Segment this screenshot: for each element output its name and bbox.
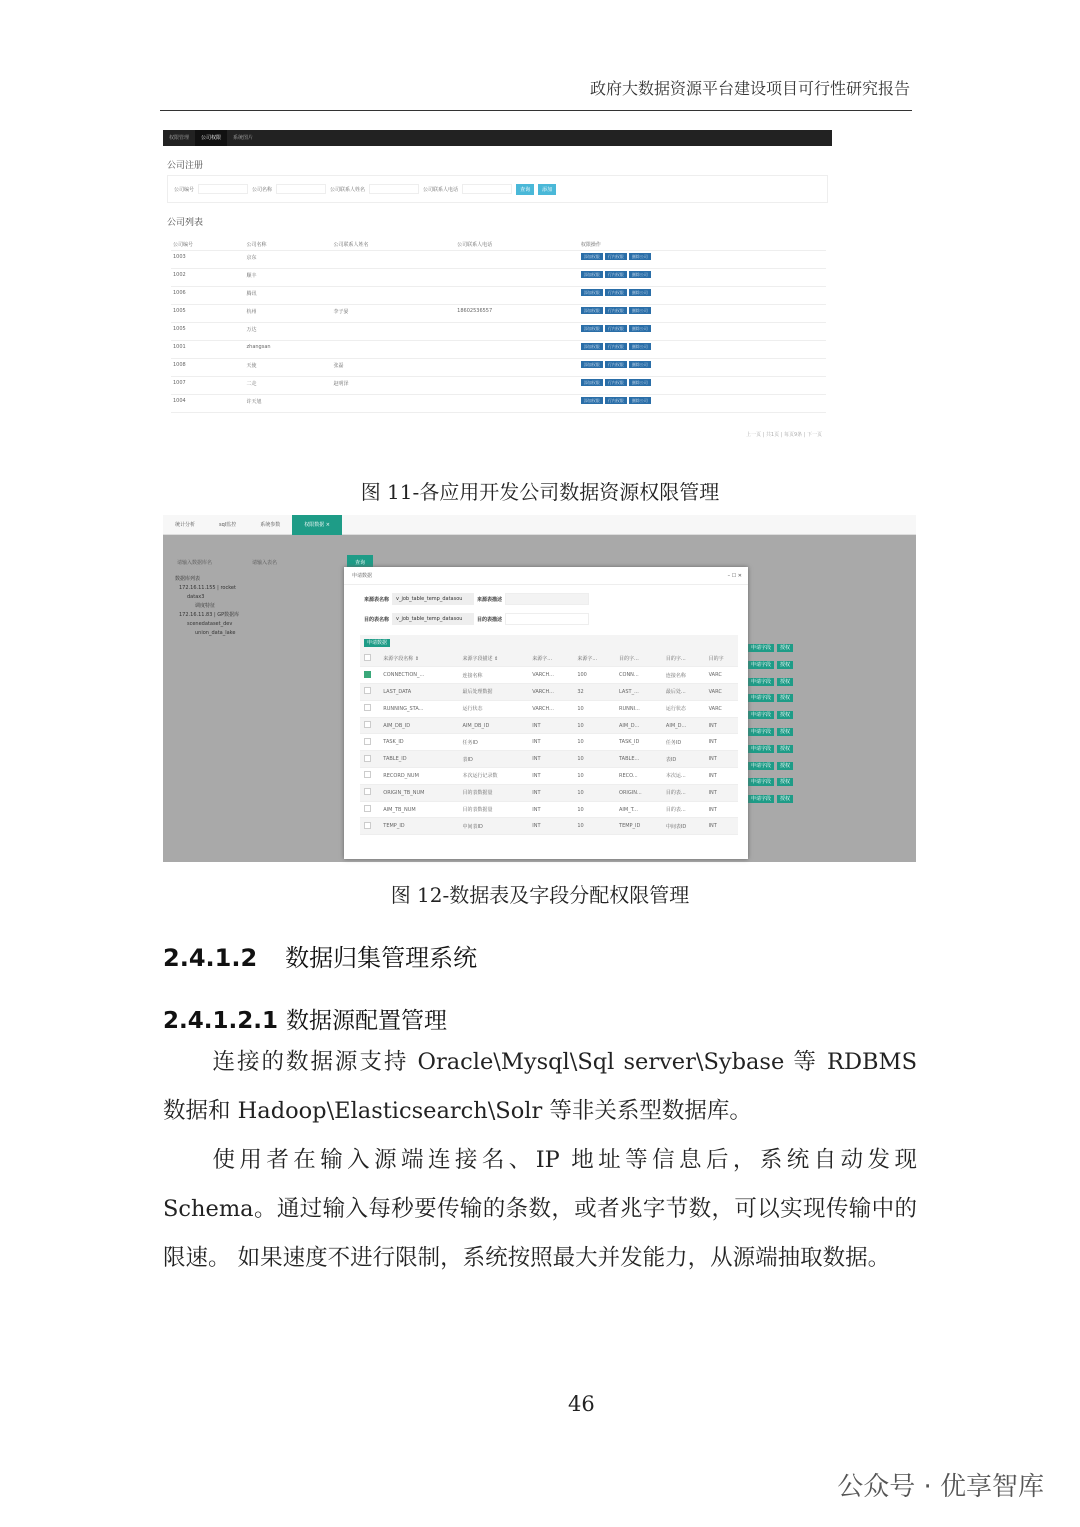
checkbox-cell	[360, 717, 379, 734]
op-button[interactable]: 行内权限	[605, 343, 627, 350]
cell: 1002	[171, 268, 245, 286]
cell	[332, 394, 456, 412]
column-header: 权限操作	[579, 238, 826, 250]
checkbox-cell	[360, 801, 379, 818]
row-button[interactable]: 授权	[777, 644, 793, 652]
cell: 目的表数据量	[459, 784, 529, 801]
paragraph-1: 连接的数据源支持 Oracle\Mysql\Sql server\Sybase 等 RDBMS 数据和 Hadoop\Elasticsearch\Solr 等非关系型数据库。	[163, 1049, 917, 1124]
nav-item[interactable]: 系统图片	[233, 135, 254, 141]
row-actions	[748, 774, 796, 791]
column-header: 公司联系人电话	[455, 238, 579, 250]
op-button[interactable]: 添加权限	[581, 271, 603, 278]
op-button[interactable]: 添加权限	[581, 397, 603, 404]
tree-node[interactable]: 172.16.11.155 | rocket	[179, 585, 236, 591]
header-rule	[160, 110, 912, 111]
ops-cell	[579, 322, 826, 340]
table-row	[171, 358, 826, 376]
cell: VARCH...	[528, 667, 573, 684]
cell: 18602536557	[455, 304, 579, 322]
table-row	[360, 717, 738, 734]
src-label: 来源表名称	[364, 596, 390, 603]
cell: AIM_TB_NUM	[379, 801, 458, 818]
cell: 顺丰	[245, 268, 332, 286]
page-number: 46	[568, 1392, 595, 1416]
table-row	[171, 250, 826, 268]
cell: TABLE_ID	[379, 751, 458, 768]
cell: 10	[573, 734, 615, 751]
cell: 10	[573, 717, 615, 734]
row-button[interactable]: 申请字段	[748, 694, 774, 702]
company-table	[171, 238, 826, 413]
cell: 表ID	[459, 751, 529, 768]
tree-node[interactable]: 数据库列表	[175, 576, 201, 582]
cell: 京东	[245, 250, 332, 268]
cell: 赵明泽	[332, 376, 456, 394]
form-input[interactable]	[276, 184, 326, 194]
ops-cell	[579, 268, 826, 286]
form-label: 公司名称	[252, 186, 273, 193]
cell: 任务ID	[459, 734, 529, 751]
form-input[interactable]	[198, 184, 248, 194]
checkbox-cell	[360, 650, 379, 667]
nav-bar	[163, 130, 832, 146]
table-row	[171, 304, 826, 322]
cell: VARCH...	[528, 684, 573, 701]
op-button[interactable]: 行内权限	[605, 325, 627, 332]
row-button[interactable]: 授权	[777, 728, 793, 736]
header-row	[360, 650, 738, 667]
cell: CONNECTION_...	[379, 667, 458, 684]
src-desc-label: 来源表描述	[477, 596, 503, 603]
cell: INT	[705, 818, 738, 835]
op-button[interactable]: 删除公司	[629, 289, 651, 296]
checkbox[interactable]	[364, 822, 371, 829]
section-heading: 2.4.1.2 数据归集管理系统	[163, 944, 478, 972]
tree-node[interactable]: scenedataset_dev	[187, 621, 233, 627]
table-row	[171, 394, 826, 412]
dst-label: 目的表名称	[364, 616, 390, 623]
cell: 二走	[245, 376, 332, 394]
op-button[interactable]: 删除公司	[629, 271, 651, 278]
cell: TASK_ID	[379, 734, 458, 751]
tree-node[interactable]: 调度特征	[195, 603, 216, 609]
form-button[interactable]: 添加	[538, 184, 556, 195]
table-row	[360, 768, 738, 785]
tab[interactable]: 统计分析	[175, 521, 196, 528]
checkbox[interactable]	[364, 704, 371, 711]
row-actions	[748, 707, 796, 724]
register-title: 公司注册	[167, 161, 204, 171]
cell: 1005	[171, 322, 245, 340]
checkbox-cell	[360, 751, 379, 768]
cell: INT	[705, 768, 738, 785]
cell	[455, 250, 579, 268]
op-button[interactable]: 行内权限	[605, 361, 627, 368]
op-button[interactable]: 删除公司	[629, 325, 651, 332]
cell: RECO...	[615, 768, 662, 785]
cell	[455, 322, 579, 340]
row-actions	[748, 640, 796, 657]
row-actions	[748, 690, 796, 707]
cell: AIM_T...	[615, 801, 662, 818]
tree-node[interactable]: datax3	[187, 594, 205, 600]
paragraph-2: 使用者在输入源端连接名、IP 地址等信息后，系统自动发现 Schema。通过输入每秒要传输的条数，或者兆字节数，可以实现传输中的限速。 如果速度不进行限制，系统按照最大并发能力，从源端抽取数据。	[163, 1147, 917, 1271]
subsection-heading: 2.4.1.2.1 数据源配置管理	[163, 1008, 447, 1034]
cell: 10	[573, 784, 615, 801]
checkbox[interactable]	[364, 788, 371, 795]
cell: ORIGIN_TB_NUM	[379, 784, 458, 801]
row-button[interactable]: 授权	[777, 795, 793, 803]
cell: 运行状态	[459, 700, 529, 717]
ops-cell	[579, 286, 826, 304]
form-button[interactable]: 查询	[516, 184, 534, 195]
table-row	[360, 801, 738, 818]
cell	[332, 250, 456, 268]
cell: 10	[573, 700, 615, 717]
cell: 目的表...	[662, 801, 705, 818]
cell: 本次运...	[662, 768, 705, 785]
table-search-input[interactable]: 请输入表名	[252, 560, 278, 566]
cell: VARC	[705, 700, 738, 717]
column-header: 公司联系人姓名	[332, 238, 456, 250]
checkbox[interactable]	[364, 671, 371, 678]
row-button[interactable]: 授权	[777, 661, 793, 669]
dst-desc-input[interactable]	[505, 613, 589, 625]
cell: 1001	[171, 340, 245, 358]
row-actions	[748, 674, 796, 691]
figure-12-caption: 图 12-数据表及字段分配权限管理	[390, 883, 690, 907]
cell: INT	[528, 784, 573, 801]
table-row	[171, 340, 826, 358]
cell: INT	[528, 734, 573, 751]
checkbox[interactable]	[364, 805, 371, 812]
op-button[interactable]: 行内权限	[605, 307, 627, 314]
modal-title: 申请数据	[352, 573, 373, 579]
op-button[interactable]: 删除公司	[629, 253, 651, 260]
table-row	[171, 268, 826, 286]
cell	[332, 322, 456, 340]
tree-node[interactable]: 172.16.11.83 | GP数据库	[179, 612, 240, 618]
row-actions	[748, 758, 796, 775]
tab[interactable]: sql监控	[219, 521, 237, 528]
row-button[interactable]: 申请字段	[748, 795, 774, 803]
op-button[interactable]: 行内权限	[605, 379, 627, 386]
cell: TABLE...	[615, 751, 662, 768]
table-row	[360, 784, 738, 801]
form-input[interactable]	[462, 184, 512, 194]
cell: VARC	[705, 684, 738, 701]
cell: 腾讯	[245, 286, 332, 304]
checkbox-cell	[360, 818, 379, 835]
apply-data-modal	[344, 567, 748, 859]
checkbox-cell	[360, 784, 379, 801]
cell: 连接名称	[662, 667, 705, 684]
dst-desc-label: 目的表描述	[477, 616, 503, 623]
row-button[interactable]: 授权	[777, 778, 793, 786]
row-button[interactable]: 授权	[777, 678, 793, 686]
cell: 李子晏	[332, 304, 456, 322]
cell: 目的表...	[662, 784, 705, 801]
row-actions	[748, 741, 796, 758]
cell: 1006	[171, 286, 245, 304]
nav-item[interactable]: 权限管理	[169, 135, 190, 141]
window-controls-icon[interactable]: – ☐ ✕	[727, 573, 742, 579]
cell: 最后处理数据	[459, 684, 529, 701]
op-button[interactable]: 删除公司	[629, 307, 651, 314]
cell: 万达	[245, 322, 332, 340]
cell: INT	[528, 751, 573, 768]
column-header: 公司名称	[245, 238, 332, 250]
form-label: 公司编号	[174, 186, 195, 193]
row-button[interactable]: 授权	[777, 745, 793, 753]
checkbox[interactable]	[364, 771, 371, 778]
op-button[interactable]: 行内权限	[605, 253, 627, 260]
cell: INT	[528, 801, 573, 818]
cell: INT	[528, 768, 573, 785]
row-actions	[748, 657, 796, 674]
cell: 连接名称	[459, 667, 529, 684]
op-button[interactable]: 行内权限	[605, 271, 627, 278]
table-row	[171, 322, 826, 340]
cell: INT	[528, 717, 573, 734]
nav-item[interactable]: 公司权限	[195, 130, 227, 146]
column-header: 目的字...	[615, 650, 662, 667]
cell: VARC	[705, 667, 738, 684]
pagination[interactable]: 上一页 | 共1页 | 每页9条 | 下一页	[746, 431, 822, 438]
column-header: 公司编号	[171, 238, 245, 250]
cell	[455, 394, 579, 412]
cell	[455, 340, 579, 358]
row-button[interactable]: 申请字段	[748, 728, 774, 736]
cell: 任务ID	[662, 734, 705, 751]
cell: 1007	[171, 376, 245, 394]
checkbox-cell	[360, 768, 379, 785]
row-button[interactable]: 授权	[777, 694, 793, 702]
field-table	[360, 650, 738, 835]
table-row	[360, 700, 738, 717]
cell: 最后处...	[662, 684, 705, 701]
cell: 1008	[171, 358, 245, 376]
row-button[interactable]: 申请字段	[748, 644, 774, 652]
cell	[455, 358, 579, 376]
cell: AIM_DB_ID	[459, 717, 529, 734]
form-input[interactable]	[369, 184, 419, 194]
cell: TEMP_ID	[615, 818, 662, 835]
cell: INT	[528, 818, 573, 835]
column-header: 来源字...	[528, 650, 573, 667]
ops-cell	[579, 304, 826, 322]
watermark: 公众号 · 优享智库	[837, 1472, 1044, 1502]
cell: 10	[573, 751, 615, 768]
cell	[455, 286, 579, 304]
cell: INT	[705, 801, 738, 818]
checkbox[interactable]	[364, 654, 371, 661]
ops-cell	[579, 340, 826, 358]
cell: 100	[573, 667, 615, 684]
row-button[interactable]: 授权	[777, 762, 793, 770]
src-desc-input[interactable]	[505, 593, 589, 605]
op-button[interactable]: 删除公司	[629, 343, 651, 350]
op-button[interactable]: 删除公司	[629, 361, 651, 368]
checkbox-cell	[360, 667, 379, 684]
cell: 10	[573, 801, 615, 818]
row-button[interactable]: 申请字段	[748, 778, 774, 786]
cell: 1005	[171, 304, 245, 322]
cell: 中间表ID	[662, 818, 705, 835]
op-button[interactable]: 添加权限	[581, 325, 603, 332]
cell: ORIGIN...	[615, 784, 662, 801]
cell: 天使	[245, 358, 332, 376]
table-row	[360, 751, 738, 768]
cell: TASK_ID	[615, 734, 662, 751]
list-title: 公司列表	[167, 218, 204, 228]
column-header: 来源字段名称 ⇕	[379, 650, 458, 667]
checkbox-cell	[360, 700, 379, 717]
cell: RECORD_NUM	[379, 768, 458, 785]
cell: 10	[573, 818, 615, 835]
cell: TEMP_ID	[379, 818, 458, 835]
tab[interactable]: 权限数据 ×	[292, 515, 342, 535]
register-form	[167, 175, 828, 203]
column-header: 目的字	[705, 650, 738, 667]
figure-11-screenshot	[163, 130, 832, 452]
figure-11-caption: 图 11-各应用开发公司数据资源权限管理	[360, 480, 720, 504]
checkbox[interactable]	[364, 687, 371, 694]
op-button[interactable]: 添加权限	[581, 361, 603, 368]
table-row	[171, 376, 826, 394]
cell: 1004	[171, 394, 245, 412]
row-button[interactable]: 申请字段	[748, 711, 774, 719]
cell: 本次运行记录数	[459, 768, 529, 785]
checkbox[interactable]	[364, 738, 371, 745]
row-button[interactable]: 授权	[777, 711, 793, 719]
form-label: 公司联系人姓名	[330, 186, 366, 193]
cell: zhangsan	[245, 340, 332, 358]
op-button[interactable]: 添加权限	[581, 343, 603, 350]
figure-12-screenshot	[163, 515, 916, 862]
tree-node[interactable]: union_data_lake	[195, 630, 236, 636]
cell: LAST_...	[615, 684, 662, 701]
form-label: 公司联系人电话	[423, 186, 459, 193]
row-button[interactable]: 申请字段	[748, 678, 774, 686]
cell: 32	[573, 684, 615, 701]
cell: 杭州	[245, 304, 332, 322]
checkbox-cell	[360, 684, 379, 701]
cell: 10	[573, 768, 615, 785]
cell	[455, 268, 579, 286]
cell: RUNNING_STA...	[379, 700, 458, 717]
cell: AIM_D...	[615, 717, 662, 734]
op-button[interactable]: 删除公司	[629, 397, 651, 404]
ops-cell	[579, 358, 826, 376]
row-buttons	[748, 640, 796, 808]
cell: INT	[705, 751, 738, 768]
cell	[455, 376, 579, 394]
checkbox-cell	[360, 734, 379, 751]
checkbox[interactable]	[364, 721, 371, 728]
running-header: 政府大数据资源平台建设项目可行性研究报告	[589, 79, 910, 98]
op-button[interactable]: 行内权限	[605, 397, 627, 404]
ops-cell	[579, 376, 826, 394]
cell: AIM_D...	[662, 717, 705, 734]
op-button[interactable]: 添加权限	[581, 253, 603, 260]
cell: INT	[705, 784, 738, 801]
op-button[interactable]: 行内权限	[605, 289, 627, 296]
table-row	[360, 684, 738, 701]
column-header: 来源字...	[573, 650, 615, 667]
cell: 运行状态	[662, 700, 705, 717]
row-actions	[748, 724, 796, 741]
checkbox[interactable]	[364, 755, 371, 762]
cell: 目的表数据量	[459, 801, 529, 818]
cell: RUNNI...	[615, 700, 662, 717]
cell: INT	[705, 717, 738, 734]
ops-cell	[579, 394, 826, 412]
cell: 许天旭	[245, 394, 332, 412]
apply-button[interactable]: 申请数据	[364, 639, 390, 647]
op-button[interactable]: 删除公司	[629, 379, 651, 386]
op-button[interactable]: 添加权限	[581, 289, 603, 296]
row-button[interactable]: 申请字段	[748, 661, 774, 669]
column-header: 来源字段描述 ⇕	[459, 650, 529, 667]
row-button[interactable]: 申请字段	[748, 762, 774, 770]
table-row	[360, 734, 738, 751]
op-button[interactable]: 添加权限	[581, 307, 603, 314]
cell	[332, 340, 456, 358]
tab-bar	[163, 515, 916, 535]
table-row	[171, 286, 826, 304]
ops-cell	[579, 250, 826, 268]
row-button[interactable]: 申请字段	[748, 745, 774, 753]
cell	[332, 268, 456, 286]
cell	[332, 286, 456, 304]
cell: 张磊	[332, 358, 456, 376]
cell: VARCH...	[528, 700, 573, 717]
db-tree	[175, 575, 239, 638]
row-actions	[748, 791, 796, 808]
cell: AIM_DB_ID	[379, 717, 458, 734]
tab[interactable]: 系统参数	[260, 521, 281, 528]
cell: INT	[705, 734, 738, 751]
query-button[interactable]: 查询	[347, 555, 373, 570]
cell: 表ID	[662, 751, 705, 768]
db-search-input[interactable]: 请输入数据库名	[177, 560, 213, 566]
cell: LAST_DATA	[379, 684, 458, 701]
src-input[interactable]: v_job_table_temp_datasou	[392, 593, 474, 605]
column-header: 目的字...	[662, 650, 705, 667]
dst-input[interactable]: v_job_table_temp_datasou	[392, 613, 474, 625]
cell: CONN...	[615, 667, 662, 684]
table-row	[360, 667, 738, 684]
table-row	[360, 818, 738, 835]
cell: 中间表ID	[459, 818, 529, 835]
cell: 1003	[171, 250, 245, 268]
op-button[interactable]: 添加权限	[581, 379, 603, 386]
